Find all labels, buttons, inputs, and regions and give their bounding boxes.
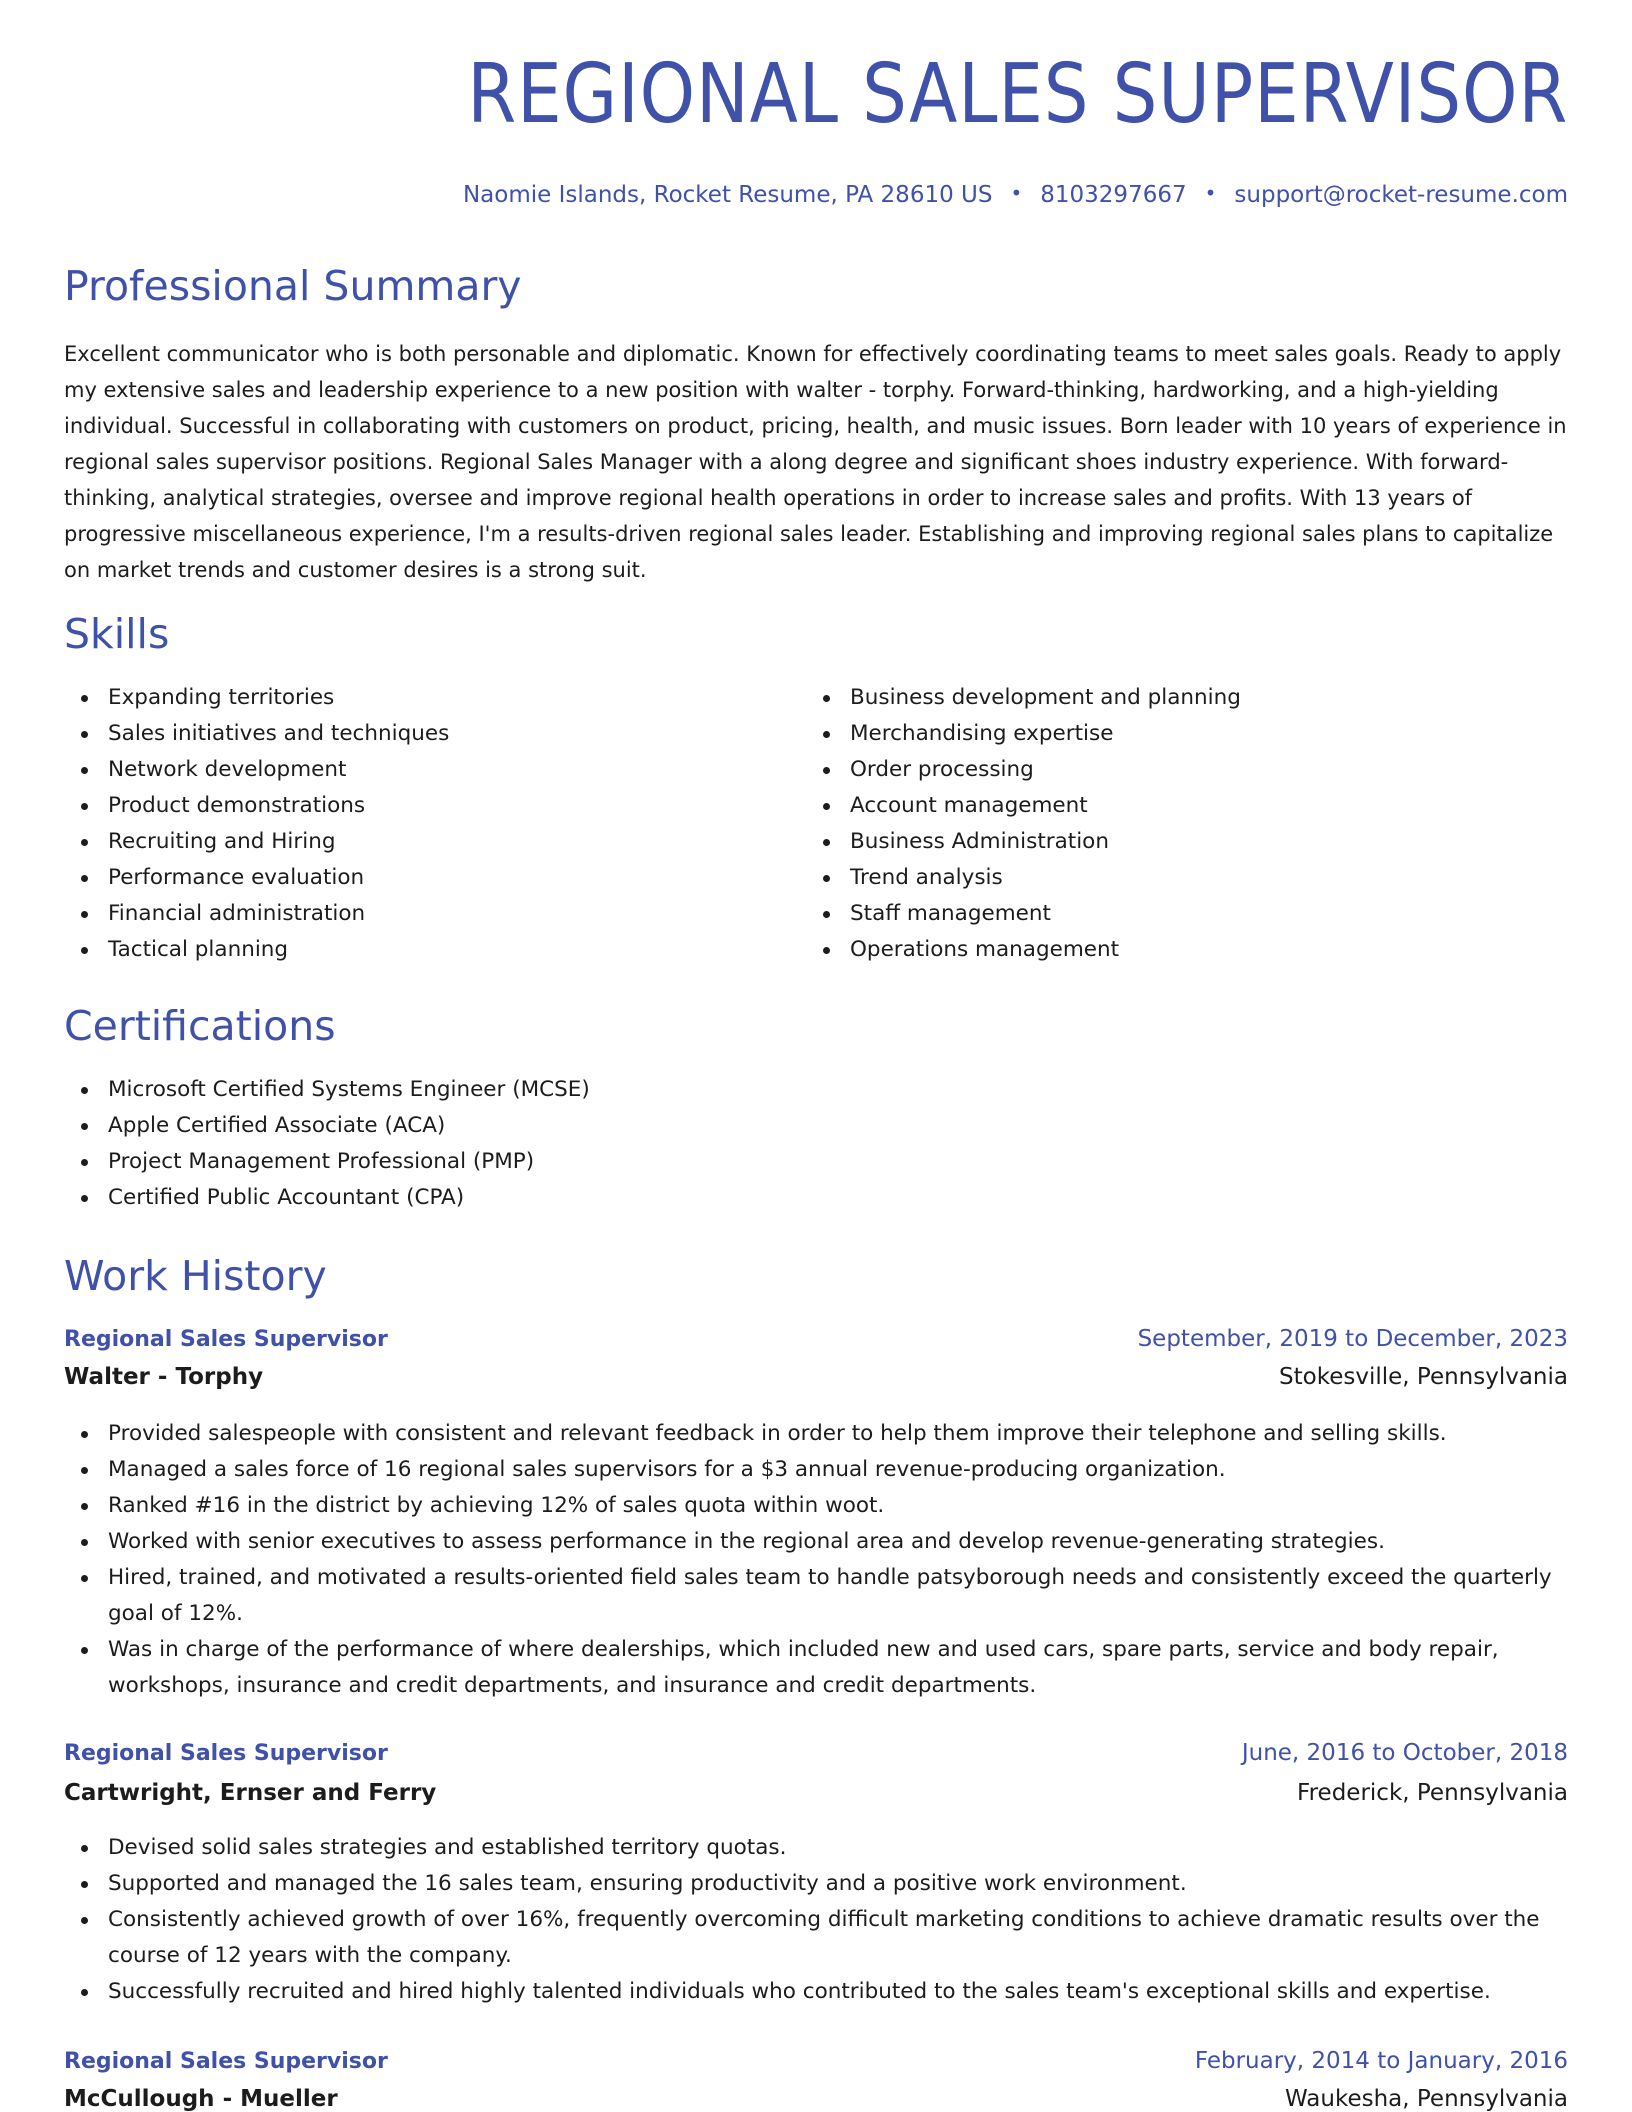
skills-list-left (64, 680, 449, 968)
certification-item: Project Management Professional (PMP) (64, 1144, 590, 1180)
certifications-list (64, 1072, 590, 1216)
work-history-heading: Work History (64, 1252, 327, 1300)
job-dates: September, 2019 to December, 2023 (1137, 1326, 1568, 1352)
certification-item: Certified Public Accountant (CPA) (64, 1180, 590, 1216)
job-location: Frederick, Pennsylvania (1297, 1780, 1568, 1806)
contact-email[interactable]: support@rocket-resume.com (1234, 182, 1568, 208)
job-title: Regional Sales Supervisor (64, 1327, 388, 1352)
job-location: Stokesville, Pennsylvania (1279, 1364, 1568, 1390)
duty-item: Hired, trained, and motivated a results-oriented field sales team to handle patsyborough needs and consistently exceed the quarterly goal of 12%. (64, 1560, 1568, 1632)
duty-item: Worked with senior executives to assess performance in the regional area and develop revenue-generating strategies. (64, 1524, 1568, 1560)
contact-address: Naomie Islands, Rocket Resume, PA 28610 US (462, 182, 993, 208)
skill-item: Operations management (806, 932, 1241, 968)
job-dates: February, 2014 to January, 2016 (1194, 2048, 1568, 2074)
duty-item: Supported and managed the 16 sales team, ensuring productivity and a positive work environment. (64, 1866, 1568, 1902)
skill-item: Tactical planning (64, 932, 449, 968)
skill-item: Performance evaluation (64, 860, 449, 896)
job-title: Regional Sales Supervisor (64, 2049, 388, 2074)
duty-item: Devised solid sales strategies and established territory quotas. (64, 1830, 1568, 1866)
duty-item: Consistently achieved growth of over 16%, frequently overcoming difficult marketing conditions to achieve dramatic results over the course of 12 years with the company. (64, 1902, 1568, 1974)
contact-phone[interactable]: 8103297667 (1040, 182, 1187, 208)
job-location: Waukesha, Pennsylvania (1285, 2086, 1568, 2112)
duty-item: Was in charge of the performance of where dealerships, which included new and used cars, spare parts, service and body repair, workshops, insurance and credit departments, and insurance and credit departments. (64, 1632, 1568, 1704)
skills-heading: Skills (64, 610, 170, 658)
job-duties (64, 1830, 1568, 2010)
contact-line (463, 182, 1568, 208)
skill-item: Product demonstrations (64, 788, 449, 824)
duty-item: Managed a sales force of 16 regional sales supervisors for a $3 annual revenue-producing organization. (64, 1452, 1568, 1488)
skill-item: Order processing (806, 752, 1241, 788)
certifications-heading: Certifications (64, 1002, 336, 1050)
contact-separator: • (1204, 181, 1217, 205)
skill-item: Expanding territories (64, 680, 449, 716)
skill-item: Business development and planning (806, 680, 1241, 716)
skill-item: Network development (64, 752, 449, 788)
skill-item: Financial administration (64, 896, 449, 932)
certification-item: Apple Certified Associate (ACA) (64, 1108, 590, 1144)
summary-text: Excellent communicator who is both personable and diplomatic. Known for effectively coordinating teams to meet sales goals. Ready to apply my extensive sales and leadership experience to a new position with walter - torphy. Forward-thinking, hardworking, and a high-yielding individual. Successful in collaborating with customers on product, pricing, health, and music issues. Born leader with 10 years of experience in regional sales supervisor positions. Regional Sales Manager with a along degree and significant shoes industry experience. With forward-thinking, analytical strategies, oversee and improve regional health operations in order to increase sales and profits. With 13 years of progressive miscellaneous experience, I'm a results-driven regional sales leader. Establishing and improving regional sales plans to capitalize on market trends and customer desires is a strong suit. (64, 342, 1567, 582)
skill-item: Sales initiatives and techniques (64, 716, 449, 752)
contact-separator: • (1010, 181, 1023, 205)
job-dates: June, 2016 to October, 2018 (1241, 1740, 1568, 1766)
skill-item: Staff management (806, 896, 1241, 932)
certification-item: Microsoft Certified Systems Engineer (MCSE) (64, 1072, 590, 1108)
job-duties (64, 1416, 1568, 1704)
duty-item: Ranked #16 in the district by achieving 12% of sales quota within woot. (64, 1488, 1568, 1524)
skill-item: Business Administration (806, 824, 1241, 860)
skill-item: Recruiting and Hiring (64, 824, 449, 860)
duty-item: Provided salespeople with consistent and relevant feedback in order to help them improve their telephone and selling skills. (64, 1416, 1568, 1452)
job-company: Cartwright, Ernser and Ferry (64, 1780, 437, 1806)
job-company: McCullough - Mueller (64, 2086, 338, 2112)
summary-heading: Professional Summary (64, 262, 522, 310)
skills-list-right (806, 680, 1241, 968)
skill-item: Account management (806, 788, 1241, 824)
job-title: Regional Sales Supervisor (64, 1741, 388, 1766)
job-company: Walter - Torphy (64, 1364, 264, 1390)
candidate-title: REGIONAL SALES SUPERVISOR (467, 47, 1568, 142)
skill-item: Merchandising expertise (806, 716, 1241, 752)
duty-item: Successfully recruited and hired highly talented individuals who contributed to the sales team's exceptional skills and expertise. (64, 1974, 1568, 2010)
skill-item: Trend analysis (806, 860, 1241, 896)
